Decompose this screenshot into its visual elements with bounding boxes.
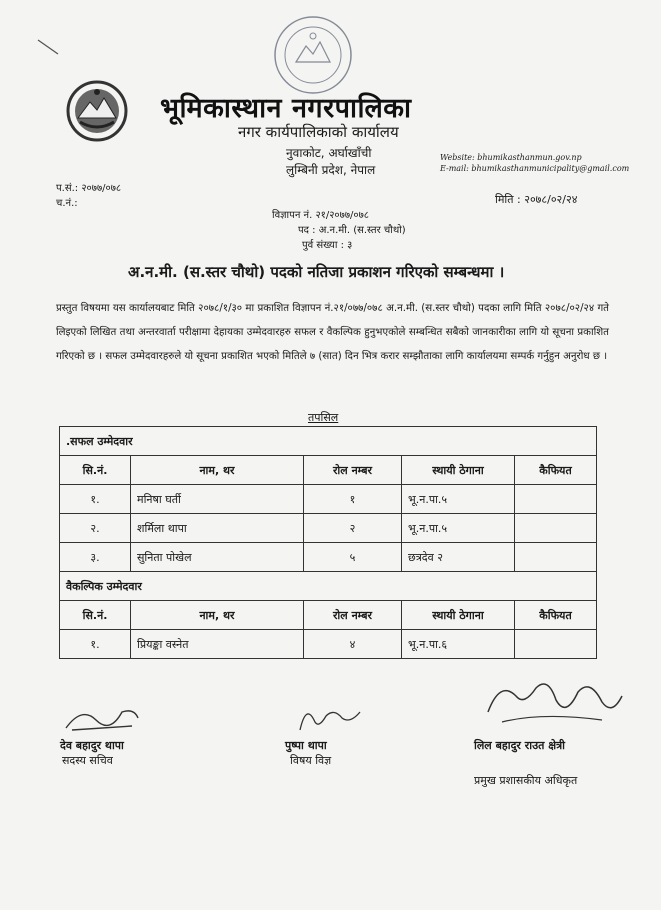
cell-roll: १ bbox=[304, 485, 402, 514]
col-sn: सि.नं. bbox=[60, 601, 131, 630]
signatory-3-name: लिल बहादुर राउत क्षेत्री bbox=[474, 739, 566, 752]
letter-date: मिति : २०७८/०२/२४ bbox=[495, 193, 578, 206]
col-name: नाम, थर bbox=[131, 456, 304, 485]
cell-sn: १. bbox=[60, 630, 131, 659]
advert-number: विज्ञापन नं. २१/२०७७/०७८ bbox=[272, 210, 370, 221]
cell-name: प्रियङ्का वस्नेत bbox=[131, 630, 304, 659]
signature-scribble-1 bbox=[62, 700, 142, 736]
advert-post: पद : अ.न.मी. (स.स्तर चौथो) bbox=[298, 225, 406, 236]
col-name: नाम, थर bbox=[131, 601, 304, 630]
cell-remarks bbox=[515, 485, 597, 514]
cell-address: छत्रदेव २ bbox=[402, 543, 515, 572]
cell-name: सुनिता पोखेल bbox=[131, 543, 304, 572]
signature-scribble-3 bbox=[482, 672, 628, 734]
cell-sn: २. bbox=[60, 514, 131, 543]
table-row bbox=[60, 485, 597, 514]
cell-name: मनिषा घर्ती bbox=[131, 485, 304, 514]
alternate-heading: वैकल्पिक उम्मेदवार bbox=[60, 572, 597, 601]
table-header-row bbox=[60, 456, 597, 485]
pen-mark bbox=[36, 38, 60, 58]
cell-roll: ५ bbox=[304, 543, 402, 572]
cell-remarks bbox=[515, 630, 597, 659]
cell-remarks bbox=[515, 514, 597, 543]
notice-body: प्रस्तुत विषयमा यस कार्यालयबाट मिति २०७८/१/३० मा प्रकाशित विज्ञापन नं.२१/०७७/०७८ अ.न.मी. (स.स्तर चौथो) पदका लागि मिति २०७८/०२/२४ गते लिइएको लिखित तथा अन्तरवार्ता परीक्षामा देहायका उम्मेदवारहरु सफल र वैकल्पिक हुनुभएकोले सम्बन्धित सबैको जानकारीका लागि यो सूचना प्रकाशित गरिएको छ । सफल उम्मेदवारहरुले यो सूचना प्रकाशित भएको मितिले ७ (सात) दिन भित्र करार सम्झौताका लागि कार्यालयमा सम्पर्क गर्नुहुन अनुरोध छ । bbox=[56, 303, 609, 362]
signatory-3-title: प्रमुख प्रशासकीय अधिकृत bbox=[474, 774, 578, 787]
website-text: Website: bhumikasthanmun.gov.np bbox=[440, 153, 582, 162]
successful-candidates-table bbox=[59, 426, 597, 659]
email-text: E-mail: bhumikasthanmunicipality@gmail.com bbox=[440, 164, 630, 173]
dispatch-number: च.नं.: bbox=[56, 198, 78, 209]
col-sn: सि.नं. bbox=[60, 456, 131, 485]
office-seal-stamp bbox=[272, 14, 354, 96]
nepal-emblem-icon bbox=[66, 80, 128, 142]
table-row bbox=[60, 630, 597, 659]
cell-name: शर्मिला थापा bbox=[131, 514, 304, 543]
col-roll: रोल नम्बर bbox=[304, 456, 402, 485]
office-name: भूमिकास्थान नगरपालिका bbox=[160, 93, 412, 124]
office-address-1: नुवाकोट, अर्घाखाँची bbox=[286, 146, 372, 160]
col-remarks: कैफियत bbox=[515, 601, 597, 630]
signatory-1-title: सदस्य सचिव bbox=[62, 754, 113, 767]
details-heading: तपसिल bbox=[308, 411, 339, 424]
signatory-2-title: विषय विज्ञ bbox=[290, 754, 332, 767]
cell-address: भू.न.पा.६ bbox=[402, 630, 515, 659]
col-address: स्थायी ठेगाना bbox=[402, 601, 515, 630]
signature-scribble-2 bbox=[290, 700, 370, 738]
col-address: स्थायी ठेगाना bbox=[402, 456, 515, 485]
col-roll: रोल नम्बर bbox=[304, 601, 402, 630]
table-row bbox=[60, 514, 597, 543]
table-row bbox=[60, 543, 597, 572]
table-header-row bbox=[60, 601, 597, 630]
cell-remarks bbox=[515, 543, 597, 572]
cell-address: भू.न.पा.५ bbox=[402, 514, 515, 543]
successful-heading: .सफल उम्मेदवार bbox=[60, 427, 597, 456]
subject-line: अ.न.मी. (स.स्तर चौथो) पदको नतिजा प्रकाशन गरिएको सम्बन्धमा । bbox=[128, 263, 505, 281]
cell-sn: ३. bbox=[60, 543, 131, 572]
signatory-1-name: देव बहादुर थापा bbox=[60, 739, 124, 752]
signatory-2-name: पुष्पा थापा bbox=[285, 739, 327, 752]
cell-roll: ४ bbox=[304, 630, 402, 659]
reference-number: प.सं.: २०७७/०७८ bbox=[56, 183, 122, 194]
office-subtitle: नगर कार्यपालिकाको कार्यालय bbox=[238, 123, 399, 141]
col-remarks: कैफियत bbox=[515, 456, 597, 485]
cell-sn: १. bbox=[60, 485, 131, 514]
cell-address: भू.न.पा.५ bbox=[402, 485, 515, 514]
office-address-2: लुम्बिनी प्रदेश, नेपाल bbox=[286, 163, 376, 177]
advert-seats: पुर्व संख्या : ३ bbox=[302, 240, 353, 251]
cell-roll: २ bbox=[304, 514, 402, 543]
